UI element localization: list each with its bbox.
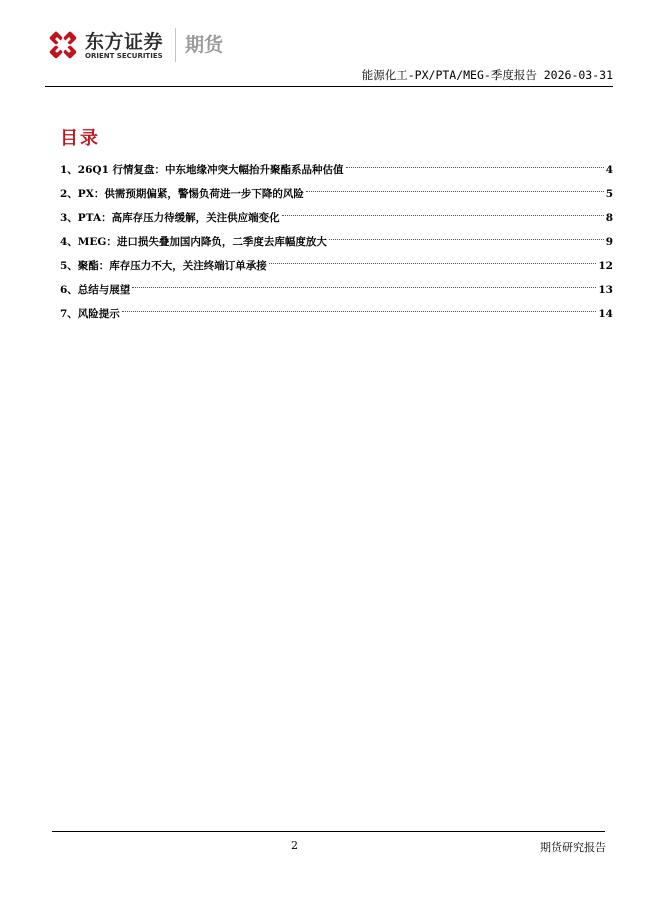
toc-item[interactable] [60, 158, 613, 182]
page-number: 2 [291, 839, 298, 852]
toc-item-page: 14 [598, 308, 613, 320]
toc-item-label: 7、风险提示 [60, 308, 120, 320]
toc-item-page: 9 [605, 236, 613, 248]
toc-item-page: 13 [598, 284, 613, 296]
toc-leader-dots [282, 215, 604, 216]
toc-leader-dots [269, 263, 597, 264]
footer-label: 期货研究报告 [540, 841, 606, 854]
brand-name-cn: 东方证券 [85, 31, 164, 53]
toc-item-label: 1、26Q1 行情复盘：中东地缘冲突大幅抬升聚酯系品种估值 [60, 164, 344, 176]
toc-item[interactable] [60, 254, 613, 278]
brand-divider [175, 28, 176, 62]
toc-item[interactable] [60, 302, 613, 326]
brand-subtitle: 期货 [185, 34, 224, 56]
toc-leader-dots [122, 311, 597, 312]
toc-heading: 目录 [60, 128, 100, 149]
toc-leader-dots [329, 239, 604, 240]
toc-leader-dots [346, 167, 604, 168]
toc-item-label: 6、总结与展望 [60, 284, 131, 296]
footer-divider [52, 831, 605, 832]
toc-leader-dots [306, 191, 604, 192]
toc-leader-dots [132, 287, 596, 288]
toc-item-label: 3、PTA：高库存压力待缓解，关注供应端变化 [60, 212, 280, 224]
toc-item-page: 12 [598, 260, 613, 272]
table-of-contents [60, 158, 613, 326]
page-header [45, 24, 613, 88]
toc-item-page: 8 [605, 212, 613, 224]
toc-item[interactable] [60, 230, 613, 254]
toc-item[interactable] [60, 206, 613, 230]
toc-item-page: 5 [605, 188, 613, 200]
toc-item-label: 4、MEG：进口损失叠加国内降负，二季度去库幅度放大 [60, 236, 327, 248]
brand-name-en: ORIENT SECURITIES [85, 52, 163, 60]
header-divider [45, 86, 613, 87]
toc-item-label: 2、PX：供需预期偏紧，警惕负荷进一步下降的风险 [60, 188, 304, 200]
toc-item[interactable] [60, 278, 613, 302]
orient-securities-logo-icon [45, 27, 81, 63]
toc-item-page: 4 [605, 164, 613, 176]
toc-item-label: 5、聚酯：库存压力不大，关注终端订单承接 [60, 260, 267, 272]
toc-item[interactable] [60, 182, 613, 206]
report-title: 能源化工-PX/PTA/MEG-季度报告 2026-03-31 [361, 68, 613, 82]
